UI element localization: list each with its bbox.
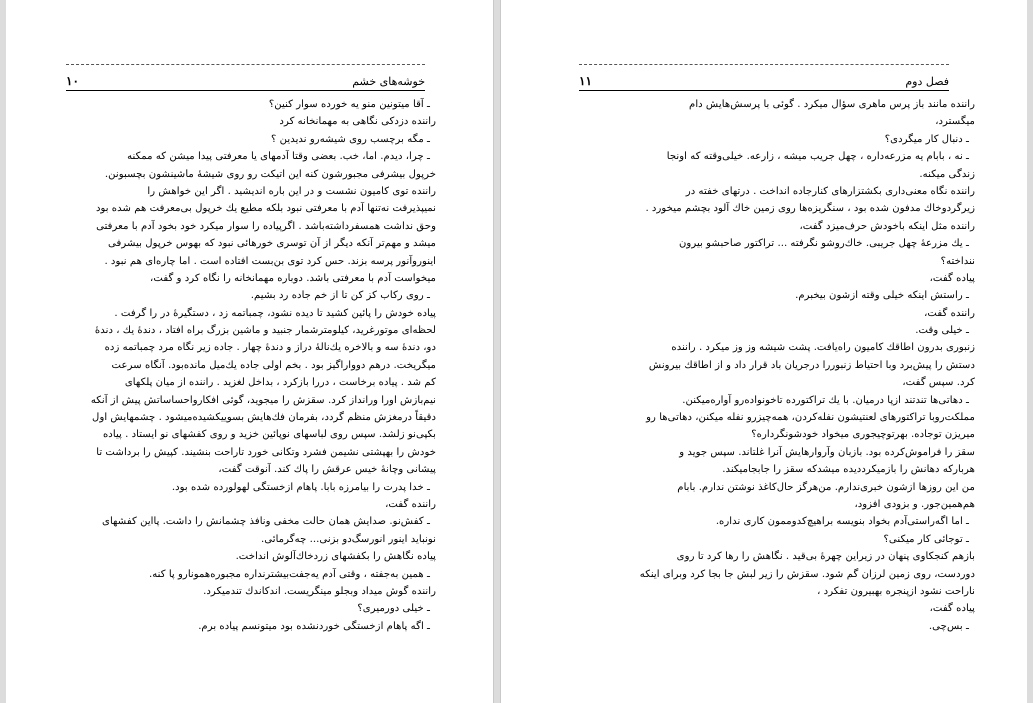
- text-line: ـ نه ، بابام یه مزرعه‌داره ، چهل جریب میشه ، زارعه. خیلی‌وقته که اونجا: [666, 151, 969, 163]
- text-line: هربارکه دهانش را بازمیکرددیده میشدکه سقز را جابجامیکند.: [722, 464, 975, 476]
- text-line: اینوروآنور پرسه بزند. حس کرد توی بن‌بست افتاده است . اما چاره‌ای هم نبود .: [104, 255, 436, 267]
- text-line: وحق نداشت همسفرداشته‌باشد . اگرپیاده را سوار میکرد خود بخود آدم با معرفتی: [96, 220, 436, 232]
- text-line: نمیپذیرفت نه‌تنها آدم با معرفتی نبود بلکه مطیع یك خرپول بی‌معرفت هم شده بود: [95, 203, 436, 215]
- text-line: ـ اگه پاهام ازخستگی خوردنشده بود میتونسم پیاده برم.: [198, 620, 430, 632]
- text-line: راننده نگاه معنی‌داری بکشتزارهای کنارجاده انداخت . درتهای خفته در: [685, 185, 975, 197]
- text-line: ـ کفش‌نو. صدایش همان حالت مخفی ونافذ چشمانش را داشت. پااین کفشهای: [101, 516, 430, 528]
- text-line: بازهم کنجکاوی پنهان در زیراین چهرهٔ بی‌قید . نگاهش را رها کرد تا روی: [676, 551, 975, 563]
- right-page-header: [579, 68, 949, 88]
- text-line: خرپول بیشرفی مجبورشون کنه این اتیکت رو روی شیشهٔ ماشینشون بچسبونن.: [104, 168, 436, 180]
- text-line: زنبوری بدرون اطاقك کامیون راه‌یافت. پشت شیشه وز وز میکرد . راننده: [671, 342, 975, 354]
- text-line: پیشانی وچانهٔ خیس عرقش را پاك کند. آنوقت گفت،: [218, 464, 436, 476]
- left-page-body: [70, 96, 436, 635]
- left-page-header: [66, 68, 425, 88]
- text-line: راننده مانند باز پرس ماهری سؤال میکرد . گوئی با پرسش‌هایش دام: [689, 99, 975, 110]
- text-line: مملکت‌روبا تراکتورهای لعنتیشون نفله‌کردن، همه‌چیزرو نفله میکنن، دهاتی‌ها رو: [646, 412, 975, 424]
- text-line: ـ اما اگه‌راستی‌آدم بخواد بنویسه براهیچ‌کدوممون کاری نداره.: [715, 516, 969, 528]
- text-line: راننده مثل اینکه باخودش حرف‌میزد گفت،: [799, 220, 975, 232]
- text-line: راننده دزدکی نگاهی به مهمانخانه کرد: [279, 116, 436, 128]
- text-line: نونباید اینور انورسگ‌دو بزنی... چه‌گرمائی.: [261, 533, 436, 545]
- text-line: ـ بس‌چی.: [928, 620, 969, 632]
- text-line: ـ آقا میتونین منو یه خورده سوار کنین؟: [268, 99, 430, 110]
- text-line: من این روزها ازشون خبری‌ندارم. من‌هرگز حال‌کاغذ نوشتن ندارم. بابام: [677, 481, 975, 493]
- text-line: هم‌همین‌جور. و بزودی افزود،: [854, 498, 975, 510]
- text-line: زیرگردوخاك مدفون شده بود ، سنگریزه‌ها روی زمین خاك آلود بچشم میخورد .: [645, 203, 975, 215]
- right-page: [500, 0, 1027, 703]
- text-line: راننده گوش میداد وبجلو مینگریست. اندکاندك تندمیکرد.: [203, 585, 436, 597]
- header-rule-bottom: [66, 90, 425, 91]
- header-rule-top: [579, 64, 949, 65]
- text-line: ـ راستش اینکه خیلی وقته ازشون بیخبرم.: [795, 290, 969, 302]
- text-line: زندگی میکنه.: [919, 168, 975, 180]
- text-line: میخواست آدم با معرفتی باشد. دوباره مهمانخانه را نگاه کرد و گفت،: [150, 272, 436, 284]
- text-line: راننده گفت،: [924, 307, 975, 319]
- right-page-title: فصل دوم: [905, 75, 949, 88]
- text-line: پیاده نگاهش را بکفشهای زردخاك‌آلوش انداخت.: [235, 551, 436, 563]
- text-line: میگسترد،: [935, 116, 975, 128]
- text-line: میشد و مهم‌تر آنکه دیگر از آن توسری خورهائی نبود که بهوس خرپول بیشرفی: [108, 238, 436, 250]
- text-line: ـ دهاتی‌ها تندتند ازپا درمیان. با یك تراکتورده تاخونواده‌رو آواره‌میکنن.: [682, 394, 969, 406]
- text-line: بکپی‌نو زلشد. سپس روی لباسهای نوپائین خزید و روی کفشهای نو ایستاد . پیاده: [102, 429, 436, 441]
- text-line: دو، دندهٔ سه و بالاخره یك‌ناله‌ٔ دراز و دندهٔ چهار . جاده زیر نگاه مرد چمباتمه زده: [104, 342, 436, 354]
- text-line: ـ خیلی وقت.: [915, 325, 969, 337]
- text-line: خودش را بهپشتی نشیمن فشرد وتکانی خورد تاراحت بنشیند. کپیش را برداشت تا: [96, 446, 436, 458]
- text-line: ـ مگه برچسب روی شیشه‌رو ندیدین ؟: [271, 133, 430, 145]
- left-page-title: خوشه‌های خشم: [352, 75, 425, 88]
- header-rule-bottom: [579, 90, 949, 91]
- viewer-edge: [1027, 0, 1033, 703]
- text-line: راننده توی کامیون نشست و در این باره اندیشید . اگر این خواهش را: [147, 185, 436, 197]
- text-line: پیاده گفت،: [929, 603, 975, 615]
- text-line: ننداخته؟: [940, 255, 975, 267]
- left-page-number: ١٠: [66, 74, 79, 88]
- text-line: ـ دنبال کار میگردی؟: [884, 133, 969, 145]
- text-line: ـ چرا، دیدم. اما، خب. بعضی وقتا آدمهای یا معرفتی پیدا میشن که ممکنه: [127, 151, 430, 163]
- text-line: سقز را فراموش‌کرده بود. بازبان وآروارهایش آنرا غلتاند. سپس جوید و: [679, 446, 975, 458]
- text-line: پیاده خودش را پائین کشید تا دیده نشود، چمباتمه زد ، دستگیرهٔ در را گرفت .: [114, 307, 436, 319]
- text-line: دوردست، روی زمین لرزان گم شود. سقزش را زیر لبش جا بجا کرد وبرای اینکه: [639, 568, 975, 580]
- text-line: کم شد . پیاده برخاست ، دررا بازکرد ، بداخل لغزید . راننده از میان پلکهای: [124, 377, 436, 389]
- text-line: ـ توجائی کار میکنی؟: [883, 533, 969, 545]
- text-line: نیم‌بازش اورا ورانداز کرد. سقزش را میجوید، گوئی افکارواحساساتش پیش از آنکه: [90, 394, 436, 406]
- text-line: ـ یك مزرعهٔ چهل جریبی. خاك‌روشو نگرفته ... تراکتور صاحبشو بیرون: [678, 238, 969, 250]
- text-line: ـ خدا پدرت را بیامرزه بابا. پاهام ازخستگی لهولورده شده بود.: [171, 481, 430, 493]
- text-line: پیاده گفت،: [929, 272, 975, 284]
- text-line: ـ همین به‌جفته ، وقتی آدم یه‌جفت‌بیشترنداره مجبوره‌همونارو پا کنه.: [148, 568, 430, 580]
- text-line: میریزن توجاده. بهرتوچیجوری میخواد خودشونگرداره؟: [751, 429, 975, 441]
- right-page-body: [583, 96, 975, 635]
- right-page-number: ١١: [579, 74, 592, 88]
- left-page: [6, 0, 494, 703]
- text-line: ـ روی رکاب کز کن تا از خم جاده رد بشیم.: [250, 290, 430, 302]
- text-line: دستش را پیش‌برد وبا احتیاط زنبوررا درجریان باد قرار داد و از اطاقك بیرونش: [648, 359, 975, 371]
- text-line: کرد. سپس گفت،: [902, 377, 975, 389]
- text-line: راننده گفت،: [385, 498, 436, 510]
- text-line: دقیقاً درمغزش منظم گردد، بفرمان فك‌هایش بسوییکشیده‌میشود . چشمهایش اول: [92, 412, 436, 424]
- text-line: ـ خیلی دورمیری؟: [357, 603, 430, 615]
- text-line: ناراحت نشود ازپنجره بهبیرون تفکرد ،: [817, 585, 975, 597]
- text-line: میگریخت. درهم دوواراگیز بود . بخم اولی جاده یك‌میل مانده‌بود. آنگاه سرعت: [111, 359, 436, 371]
- text-line: لحظه‌ای موتورغرید، کیلومترشمار جنبید و ماشین بزرگ براه افتاد ، دندهٔ یك ، دندهٔ: [94, 325, 436, 337]
- header-rule-top: [66, 64, 425, 65]
